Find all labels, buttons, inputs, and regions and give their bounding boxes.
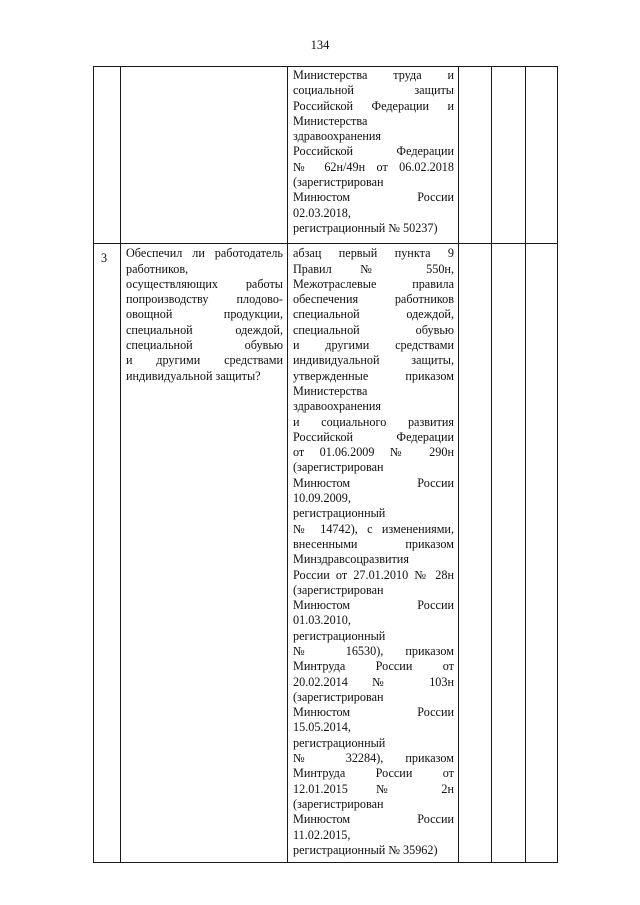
question-cell	[121, 244, 288, 863]
text-line: регистрационный	[293, 506, 386, 521]
text-line: Минздравсоцразвития	[293, 552, 409, 567]
text-line: 11.02.2015,	[293, 827, 351, 842]
text-line: Российской Федерации	[293, 144, 454, 159]
legal-basis-cell	[288, 244, 459, 863]
text-line: внесенными приказом	[293, 536, 454, 551]
text-line: Министерства труда и	[293, 68, 454, 82]
text-line: утвержденные приказом	[293, 368, 454, 383]
text-line: (зарегистрирован	[293, 796, 384, 811]
text-line: социальной защиты	[293, 83, 454, 98]
text-line: регистрационный № 50237)	[293, 220, 438, 235]
text-line: Минюстом России	[293, 190, 454, 205]
text-line: 02.03.2018,	[293, 205, 351, 220]
text-line: обеспечения работников	[293, 292, 454, 307]
text-line: Минтруда России от	[293, 659, 454, 674]
number-cell	[94, 244, 121, 863]
text-line: Министерства	[293, 113, 368, 128]
text-line: регистрационный	[293, 628, 386, 643]
text-line: Минюстом России	[293, 812, 454, 827]
text-line: и другими средствами	[126, 353, 283, 368]
text-line: Минюстом России	[293, 475, 454, 490]
text-line: № 14742), с изменениями,	[293, 521, 454, 536]
number-cell	[94, 67, 121, 244]
text-line: индивидуальной защиты?	[126, 368, 261, 383]
text-line: от 01.06.2009 № 290н	[293, 445, 454, 460]
text-line: 20.02.2014 № 103н	[293, 674, 454, 689]
not-applicable-cell	[526, 67, 558, 244]
text-line: регистрационный № 35962)	[293, 842, 438, 857]
text-line: здравоохранения	[293, 399, 382, 414]
text-line: индивидуальной защиты,	[293, 353, 454, 368]
text-line: (зарегистрирован	[293, 582, 384, 597]
text-line: осуществляющих работы	[126, 276, 283, 291]
text-line: и социального развития	[293, 414, 454, 429]
text-line: специальной одеждой,	[293, 307, 454, 322]
page-number: 134	[310, 38, 330, 52]
text-line: абзац первый пункта 9	[293, 246, 454, 261]
text-line: № 32284), приказом	[293, 751, 454, 766]
row-number	[94, 67, 120, 74]
text-line: здравоохранения	[293, 129, 382, 144]
text-line: Минюстом России	[293, 598, 454, 613]
text-line: регистрационный	[293, 735, 386, 750]
text-line: 01.03.2010,	[293, 613, 351, 628]
legal-basis-cell	[288, 67, 459, 244]
answer-no-cell	[492, 67, 526, 244]
table-row	[94, 67, 558, 244]
text-line: Российской Федерации	[293, 429, 454, 444]
question-cell	[121, 67, 288, 244]
text-line: № 16530), приказом	[293, 643, 454, 658]
text-line: 15.05.2014,	[293, 720, 351, 735]
text-line: Правил № 550н,	[293, 261, 454, 276]
text-line: Межотраслевые правила	[293, 276, 454, 291]
answer-yes-cell	[459, 244, 492, 863]
text-line: попроизводству плодово-	[126, 292, 283, 307]
text-line: и другими средствами	[293, 338, 454, 353]
text-line: № 62н/49н от 06.02.2018	[293, 159, 454, 174]
text-line: Министерства	[293, 383, 368, 398]
text-line: специальной одеждой,	[126, 322, 283, 337]
text-line: специальной обувью	[293, 322, 454, 337]
text-line: овощной продукции,	[126, 307, 283, 322]
table-row	[94, 244, 558, 863]
text-line: Минюстом России	[293, 705, 454, 720]
text-line: Обеспечил ли работодатель	[126, 246, 283, 261]
text-line: работников,	[126, 261, 189, 276]
row-number: 3	[101, 251, 108, 266]
text-line: России от 27.01.2010 № 28н	[293, 567, 454, 582]
requirements-table	[93, 66, 558, 863]
text-line: специальной обувью	[126, 338, 283, 353]
not-applicable-cell	[526, 244, 558, 863]
text-line: Российской Федерации и	[293, 98, 454, 113]
answer-yes-cell	[459, 67, 492, 244]
text-line: (зарегистрирован	[293, 460, 384, 475]
text-line: (зарегистрирован	[293, 175, 384, 190]
text-line: 10.09.2009,	[293, 491, 351, 506]
text-line: Минтруда России от	[293, 766, 454, 781]
answer-no-cell	[492, 244, 526, 863]
text-line: (зарегистрирован	[293, 689, 384, 704]
text-line: 12.01.2015 № 2н	[293, 781, 454, 796]
